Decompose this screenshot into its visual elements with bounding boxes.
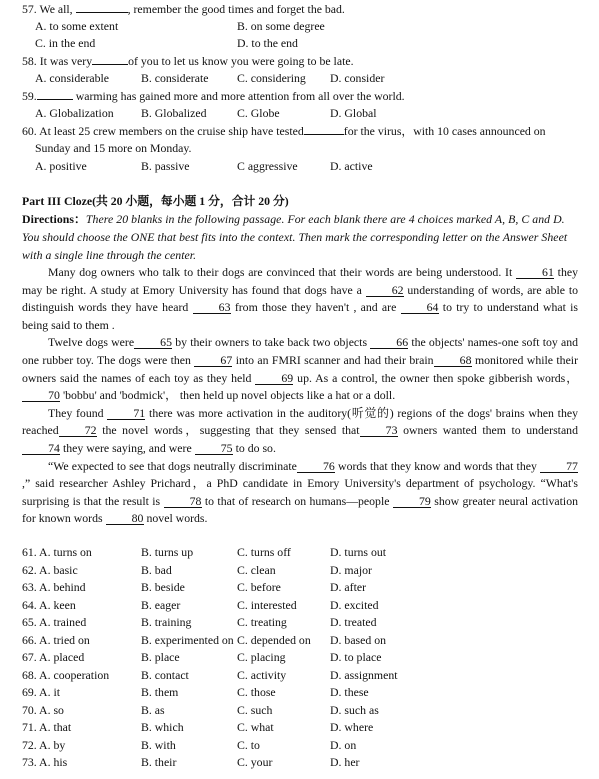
- question-text: , remember the good times and forget the bad.: [127, 2, 345, 16]
- question-text: for the virus，with 10 cases announced on: [343, 124, 546, 138]
- passage-text: show greater neural activation for known words: [22, 493, 578, 526]
- cloze-blank-76: 76: [297, 460, 335, 473]
- answer-option: D. assignment: [330, 667, 398, 682]
- option: C. Globe: [237, 106, 280, 120]
- answer-option: C. to: [237, 737, 260, 752]
- cloze-blank-70: 70: [22, 389, 60, 402]
- cloze-blank-65: 65: [134, 336, 172, 349]
- answer-option: D. on: [330, 737, 357, 752]
- passage-text: from those they haven't , and are: [230, 300, 401, 315]
- answer-option: B. bad: [141, 562, 172, 577]
- passage-paragraph: [22, 334, 578, 404]
- passage-text: words that they know and words that they: [334, 458, 540, 473]
- question-number: 59.: [22, 89, 37, 103]
- cloze-blank-77: 77: [540, 460, 578, 473]
- answer-option: B. contact: [141, 667, 189, 682]
- answer-option: D. turns out: [330, 545, 387, 559]
- answer-option: D. her: [330, 755, 360, 769]
- cloze-blank-71: 71: [107, 407, 145, 420]
- passage-paragraph: [22, 264, 578, 334]
- answer-option: C. those: [237, 685, 276, 699]
- answer-option: B. them: [141, 685, 179, 699]
- cloze-blank-69: 69: [255, 372, 293, 385]
- answer-option: C. such: [237, 702, 273, 717]
- question-number: 58.: [22, 54, 37, 68]
- cloze-blank-72: 72: [59, 424, 97, 437]
- answer-option-first: 73. A. his: [22, 755, 68, 769]
- cloze-blank-74: 74: [22, 442, 60, 455]
- cloze-passage: [22, 264, 578, 528]
- answer-option: C. depended on: [237, 632, 311, 647]
- option: A. positive: [35, 159, 87, 173]
- answer-option: B. experimented on: [141, 632, 234, 647]
- passage-text: understanding of words, are able to distinguish words they have heard: [22, 282, 578, 315]
- answer-option-first: 63. A. behind: [22, 580, 86, 594]
- option: D. consider: [330, 71, 385, 85]
- option: A. Globalization: [35, 106, 114, 120]
- answer-option: C. treating: [237, 615, 287, 629]
- option: B. Globalized: [141, 106, 207, 120]
- answer-option: C. interested: [237, 597, 297, 612]
- answer-option-first: 62. A. basic: [22, 562, 78, 577]
- answer-option: B. beside: [141, 580, 185, 594]
- option: A. considerable: [35, 71, 110, 85]
- answer-option-first: 65. A. trained: [22, 615, 87, 629]
- answer-option: B. as: [141, 702, 165, 717]
- passage-text: ,” said researcher Ashley Prichard，a PhD candidate in Emory University's department of psychology. “What's surprising is that the result is: [22, 476, 578, 508]
- cloze-blank-79: 79: [393, 495, 431, 508]
- passage-text: to try to understand what is being said to them .: [22, 300, 578, 332]
- answer-option: D. such as: [330, 702, 379, 717]
- answer-option-first: 68. A. cooperation: [22, 667, 110, 682]
- cloze-blank-73: 73: [360, 424, 398, 437]
- passage-paragraph: [22, 458, 578, 528]
- answer-option: C. what: [237, 720, 274, 734]
- passage-text: up. As a control, the owner then spoke gibberish words，: [293, 370, 578, 385]
- option: B. considerate: [141, 71, 209, 85]
- option: D. Global: [330, 106, 377, 120]
- passage-text: novel words.: [143, 511, 208, 526]
- answer-option: C. turns off: [237, 545, 291, 559]
- passage-text: by their owners to take back two objects: [172, 335, 371, 350]
- answer-option: D. excited: [330, 597, 379, 612]
- cloze-blank-68: 68: [434, 354, 472, 367]
- answer-option: D. to place: [330, 650, 382, 664]
- answer-option: B. place: [141, 650, 180, 664]
- answer-option: D. treated: [330, 615, 377, 629]
- cloze-blank-78: 78: [164, 495, 202, 508]
- answer-option-first: 69. A. it: [22, 685, 61, 699]
- question-text: At least 25 crew members on the cruise ship have tested: [39, 124, 304, 138]
- answer-option-first: 72. A. by: [22, 737, 66, 752]
- option: C aggressive: [237, 159, 298, 173]
- answer-option: C. activity: [237, 667, 287, 682]
- passage-text: into an FMRI scanner and had their brain: [232, 352, 434, 367]
- cloze-blank-75: 75: [195, 442, 233, 455]
- question-text: It was very: [39, 54, 93, 68]
- cloze-blank-63: 63: [193, 301, 231, 314]
- cloze-blank-64: 64: [401, 301, 439, 314]
- answer-option: D. after: [330, 580, 367, 594]
- answer-blank: [76, 12, 128, 13]
- passage-text: “We expected to see that dogs neutrally discriminate: [48, 458, 297, 473]
- cloze-blank-67: 67: [194, 354, 232, 367]
- cloze-blank-80: 80: [106, 512, 144, 525]
- question-text: We all,: [39, 2, 76, 16]
- passage-text: they were saying, and were: [60, 440, 195, 455]
- cloze-blank-66: 66: [370, 336, 408, 349]
- answer-blank: [37, 99, 73, 100]
- option: C. in the end: [35, 36, 96, 50]
- answer-option: D. based on: [330, 632, 387, 647]
- answer-option: C. your: [237, 755, 273, 769]
- option: A. to some extent: [35, 19, 119, 33]
- option: D. active: [330, 159, 373, 173]
- question-58: [22, 54, 582, 68]
- answer-option-first: 71. A. that: [22, 720, 72, 734]
- answer-option: B. their: [141, 755, 177, 769]
- answer-option: D. these: [330, 685, 369, 699]
- question-60: [22, 124, 582, 138]
- answer-option: B. eager: [141, 597, 181, 612]
- answer-option: D. where: [330, 720, 374, 734]
- question-text: warming has gained more and more attention from all over the world.: [72, 89, 405, 103]
- cloze-blank-61: 61: [516, 266, 554, 279]
- answer-option-first: 66. A. tried on: [22, 632, 90, 647]
- question-57: [22, 2, 582, 16]
- passage-text: owners wanted them to understand: [397, 423, 578, 438]
- answer-option: C. before: [237, 580, 281, 594]
- question-text: Sunday and 15 more on Monday.: [35, 141, 192, 155]
- directions-label: Directions：: [22, 212, 86, 226]
- passage-text: Twelve dogs were: [48, 335, 135, 350]
- option: B. passive: [141, 159, 190, 173]
- passage-text: to that of research on humans—people: [201, 493, 393, 508]
- cloze-blank-62: 62: [366, 284, 404, 297]
- passage-text: the objects' names-one soft toy and one rubber toy. The dogs were then: [22, 335, 579, 367]
- passage-text: 'bobbu' and 'bodmick'， then held up novel objects like a hat or a doll.: [60, 388, 396, 403]
- answer-option-first: 70. A. so: [22, 702, 64, 717]
- answer-option: B. turns up: [141, 545, 194, 559]
- passage-text: to do so.: [232, 440, 276, 455]
- answer-option: C. placing: [237, 650, 286, 664]
- answer-blank: [304, 134, 344, 135]
- passage-text: They found: [48, 405, 108, 420]
- directions-line: with a single line through the center.: [22, 248, 197, 262]
- answer-option: B. training: [141, 615, 192, 629]
- answer-option-first: 61. A. turns on: [22, 545, 92, 559]
- answer-option: B. with: [141, 737, 176, 752]
- answer-blank: [92, 64, 128, 65]
- directions-text: There 20 blanks in the following passage. For each blank there are 4 choices marked A, B, C and D.: [85, 212, 565, 226]
- option: B. on some degree: [237, 19, 325, 33]
- option: C. considering: [237, 71, 306, 85]
- option: D. to the end: [237, 36, 298, 50]
- answer-option: D. major: [330, 562, 372, 577]
- answer-option: C. clean: [237, 562, 276, 577]
- question-number: 60.: [22, 124, 37, 138]
- passage-text: monitored while their owners said the names of each toy as they held: [22, 352, 579, 385]
- directions-line: You should choose the ONE that best fits into the context. Then mark the corresponding letter on the Answer Sheet: [22, 230, 568, 244]
- question-text: of you to let us know you were going to be late.: [128, 54, 354, 68]
- answer-option: B. which: [141, 720, 184, 734]
- passage-paragraph: [22, 405, 578, 458]
- question-number: 57.: [22, 2, 37, 16]
- answer-option-first: 67. A. placed: [22, 650, 85, 664]
- passage-text: Many dog owners who talk to their dogs are convinced that their words are being understood. It: [48, 265, 516, 279]
- question-59: [22, 89, 582, 103]
- passage-text: there was more activation in the auditory(听觉的) regions of the dogs' brains when they reached: [22, 405, 578, 438]
- answer-option-first: 64. A. keen: [22, 597, 76, 612]
- passage-text: they may be right. A study at Emory University has found that dogs have a: [22, 265, 578, 297]
- passage-text: the novel words，suggesting that they sensed that: [96, 423, 360, 438]
- section-heading: Part III Cloze(共 20 小题，每小题 1 分，合计 20 分): [22, 194, 289, 208]
- directions-line: [22, 212, 582, 226]
